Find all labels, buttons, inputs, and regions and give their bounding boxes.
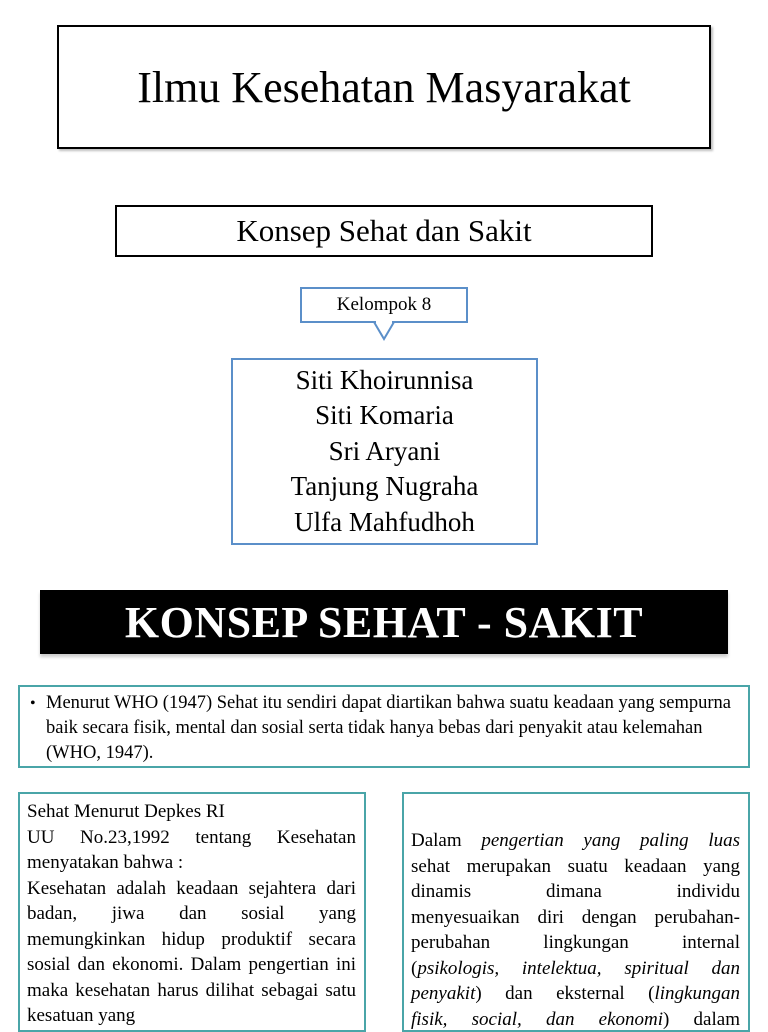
depkes-heading: Sehat Menurut Depkes RI <box>27 799 356 825</box>
members-box <box>231 358 538 545</box>
member-name: Sri Aryani <box>329 434 441 470</box>
depkes-body: Kesehatan adalah keadaan sejahtera dari badan, jiwa dan sosial yang memungkinkan hidup produktif secara sosial dan ekonomi. Dalam pengertian ini maka kesehatan harus dilihat sebagai satu kesatuan yang <box>27 876 356 1029</box>
depkes-definition-box <box>18 792 366 1032</box>
broad-line: fisik, social, dan ekonomi) dalam <box>411 1007 740 1032</box>
main-title: Ilmu Kesehatan Masyarakat <box>137 62 631 113</box>
member-name: Siti Khoirunnisa <box>296 363 474 399</box>
subtitle: Konsep Sehat dan Sakit <box>236 213 531 249</box>
section-banner <box>40 590 728 654</box>
group-label: Kelompok 8 <box>337 294 431 316</box>
callout-arrow-icon <box>369 321 399 341</box>
broad-line: dinamis dimana individu <box>411 879 740 905</box>
broad-line: Dalam pengertian yang paling luas <box>411 828 740 854</box>
member-name: Tanjung Nugraha <box>291 469 479 505</box>
member-name: Siti Komaria <box>315 398 454 434</box>
bullet-icon: • <box>30 691 46 766</box>
depkes-law: UU No.23,1992 tentang Kesehatan menyatakan bahwa : <box>27 825 356 876</box>
main-title-box <box>57 25 711 149</box>
banner-title: KONSEP SEHAT - SAKIT <box>125 597 643 648</box>
broad-line: penyakit) dan eksternal (lingkungan <box>411 981 740 1007</box>
broad-definition-box <box>402 792 750 1032</box>
who-definition-text: Menurut WHO (1947) Sehat itu sendiri dapat diartikan bahwa suatu keadaan yang sempurna baik secara fisik, mental dan sosial serta tidak hanya bebas dari penyakit atau kelemahan (WHO, 1947). <box>46 691 740 766</box>
broad-line: perubahan lingkungan internal <box>411 930 740 956</box>
broad-line: (psikologis, intelektua, spiritual dan <box>411 956 740 982</box>
group-callout <box>300 287 468 323</box>
broad-line: menyesuaikan diri dengan perubahan- <box>411 905 740 931</box>
broad-line: sehat merupakan suatu keadaan yang <box>411 854 740 880</box>
subtitle-box <box>115 205 653 257</box>
member-name: Ulfa Mahfudhoh <box>294 505 475 541</box>
who-definition-box <box>18 685 750 768</box>
